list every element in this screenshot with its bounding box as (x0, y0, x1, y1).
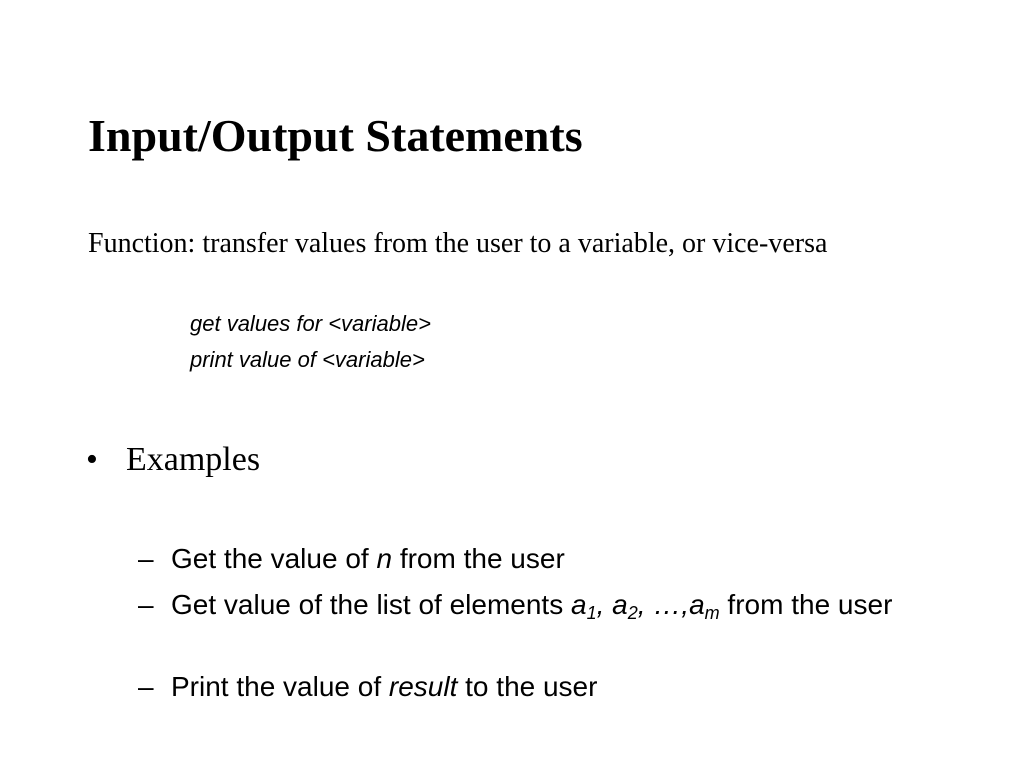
function-description: Function: transfer values from the user to a variable, or vice-versa (88, 228, 828, 259)
pseudocode-get-values: get values for <variable> (190, 311, 431, 336)
variable-n: n (376, 543, 393, 574)
dash-icon: – (138, 543, 154, 574)
example-text (171, 588, 938, 622)
variable-a: a (689, 589, 705, 620)
subscript: m (704, 603, 720, 623)
example-item-print-result (138, 670, 938, 704)
example-item-get-list (138, 588, 938, 622)
variable-a: a (612, 589, 628, 620)
text-segment: Print the value of (171, 671, 389, 702)
separator: , (596, 589, 613, 620)
example-text (171, 670, 938, 704)
example-text (171, 542, 938, 576)
text-segment: Get the value of (171, 543, 377, 574)
examples-bullet (86, 438, 260, 482)
text-segment: from the user (392, 543, 565, 574)
subscript: 1 (586, 603, 597, 623)
example-item-get-n (138, 542, 938, 576)
dash-icon: – (138, 589, 154, 620)
examples-heading: Examples (126, 441, 261, 478)
text-segment: from the user (719, 589, 893, 620)
variable-a: a (570, 589, 587, 620)
text-segment: Get value of the list of elements (171, 589, 571, 620)
text-segment: to the user (457, 671, 598, 702)
slide-title: Input/Output Statements (88, 110, 583, 161)
subscript: 2 (627, 603, 638, 623)
bullet-icon: • (86, 441, 98, 478)
pseudocode-print-value: print value of <variable> (190, 347, 425, 372)
dash-icon: – (138, 671, 154, 702)
variable-result: result (388, 671, 458, 702)
separator: , …, (637, 589, 690, 620)
